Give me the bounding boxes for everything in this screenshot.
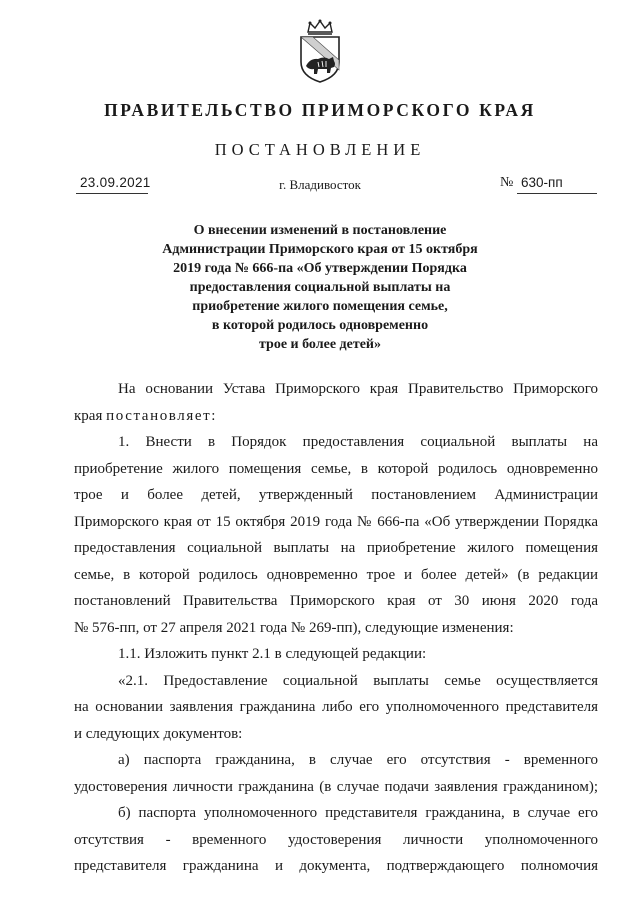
body-line-text: На основании Устава Приморского края Правительство Приморского <box>118 381 598 397</box>
body-line <box>74 403 598 430</box>
body-line-text: б) паспорта уполномоченного представителя гражданина, в случае его <box>118 805 598 821</box>
date-underline <box>76 193 148 194</box>
body-line <box>74 615 598 642</box>
body-line-text: предоставления социальной выплаты на приобретение жилого помещения <box>74 540 598 556</box>
document-body <box>74 376 598 880</box>
body-line-text: 1. Внести в Порядок предоставления социальной выплаты на <box>118 434 598 450</box>
spaced-word: постановляет: <box>106 407 218 424</box>
body-line <box>74 800 598 827</box>
body-line <box>74 721 598 748</box>
number-underline <box>517 193 597 194</box>
subject-line: приобретение жилого помещения семье, <box>192 299 448 314</box>
body-line <box>74 588 598 615</box>
body-line <box>74 694 598 721</box>
number-sign: № <box>500 175 514 190</box>
body-line <box>74 747 598 774</box>
body-line-text: представителя гражданина и документа, подтверждающего полномочия <box>74 858 598 874</box>
subject-line: Администрации Приморского края от 15 октября <box>162 242 478 257</box>
body-line-text: отсутствия - временного удостоверения личности уполномоченного <box>74 831 598 848</box>
body-line <box>74 562 598 589</box>
body-line-text: приобретение жилого помещения семье, в которой родилось одновременно <box>74 460 598 477</box>
document-subject <box>120 221 520 354</box>
body-line <box>74 774 598 801</box>
government-title: ПРАВИТЕЛЬСТВО ПРИМОРСКОГО КРАЯ <box>104 100 536 120</box>
subject-line: предоставления социальной выплаты на <box>189 280 451 295</box>
body-line-text: № 576-пп, от 27 апреля 2021 года № 269-пп), следующие изменения: <box>74 619 514 636</box>
body-line-text: удостоверения личности гражданина (в случае подачи заявления гражданином); <box>74 778 598 795</box>
document-type: ПОСТАНОВЛЕНИЕ <box>214 140 426 159</box>
body-line <box>74 641 598 668</box>
body-line <box>74 482 598 509</box>
body-line-text: Приморского края от 15 октября 2019 года № 666-па «Об утверждении Порядка <box>74 513 598 530</box>
body-line-text: 1.1. Изложить пункт 2.1 в следующей редакции: <box>118 646 427 662</box>
body-line <box>74 429 598 456</box>
body-line <box>74 853 598 880</box>
body-line-text: постановлений Правительства Приморского края от 30 июня 2020 года <box>74 593 598 609</box>
body-line <box>74 509 598 536</box>
body-line-text: края <box>74 407 107 424</box>
body-line-text: семье, в которой родилось одновременно трое и более детей» (в редакции <box>74 566 598 583</box>
body-line-text: трое и более детей, утвержденный постановлением Администрации <box>74 487 598 503</box>
body-line <box>74 376 598 403</box>
subject-line: в которой родилось одновременно <box>211 318 429 333</box>
document-number: 630-пп <box>521 175 563 190</box>
document-date: 23.09.2021 <box>80 175 151 190</box>
body-line <box>74 456 598 483</box>
subject-line: 2019 года № 666-па «Об утверждении Порядка <box>173 261 467 276</box>
subject-line: О внесении изменений в постановление <box>193 223 447 238</box>
body-line <box>74 827 598 854</box>
coat-of-arms-emblem <box>296 18 344 84</box>
body-line-text: а) паспорта гражданина, в случае его отсутствия - временного <box>118 752 598 768</box>
document-city: г. Владивосток <box>279 177 361 192</box>
body-line <box>74 668 598 695</box>
body-line-text: «2.1. Предоставление социальной выплаты семье осуществляется <box>118 672 598 689</box>
body-line <box>74 535 598 562</box>
body-line-text: и следующих документов: <box>74 725 243 742</box>
subject-line: трое и более детей» <box>259 337 381 352</box>
body-line-text: на основании заявления гражданина либо его уполномоченного представителя <box>74 699 598 715</box>
